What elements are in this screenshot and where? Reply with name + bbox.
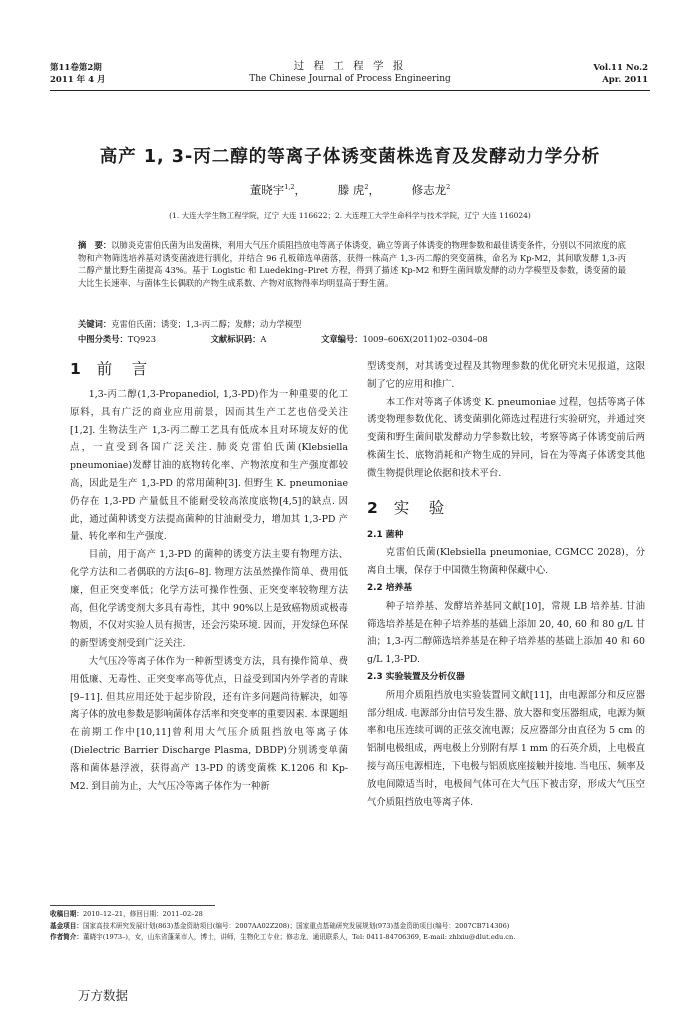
- journal-name-en: The Chinese Journal of Process Engineering: [249, 74, 451, 84]
- issue-month-en: Apr. 2011: [602, 75, 648, 85]
- header-divider: [50, 90, 650, 91]
- running-header-right: [593, 62, 648, 86]
- paragraph-continued: 型诱变剂，对其诱变过程及其物理参数的优化研究未见报道，这限制了它的应用和推广.: [367, 361, 645, 390]
- keywords-text: 克雷伯氏菌；诱变；1,3-丙二醇；发酵；动力学模型: [111, 319, 302, 329]
- author: 董晓宇$^{1,2}$，: [249, 183, 307, 197]
- paragraph: 大气压冷等离子体作为一种新型诱变方法，具有操作简单、费用低廉、无毒性、正突变率高等优点，日益受到国内外学者的青睐[9–11]. 但其应用还处于起步阶段，还有许多问题尚待解决，如等离子体的放电参数是影响菌体存活率和突变率的重要因素. 本课题组在前期工作中[10,11]曾利用大气压介质阻挡放电等离子体(Dielectric Barrier Discharge Plasma, DBDP)分别诱变单菌落和菌体悬浮液，获得高产 13-PD 的诱变菌株 K.1206 和 Kp-M2. 到目前为止，大气压冷等离子体作为一种新: [70, 655, 348, 792]
- volume-number-en: Vol.11 No.2: [593, 63, 648, 73]
- abstract-text: 以肺炎克雷伯氏菌为出发菌株，利用大气压介质阻挡放电等离子体诱变，确立等离子体诱变的物理参数和最佳诱变条件，分别以不同浓度的底物和产物筛选培养基对诱变菌液进行驯化，并结合 96 孔板筛选单菌落，获得一株高产 1,3-丙二醇的突变菌株，命名为 Kp-M2，其间歇发酵 1,3-丙二醇产量比野生菌提高 43%。基于 Logistic 和 Luedeking–Piret 方程，得到了描述 Kp-M2 和野生菌间歇发酵的动力学模型及参数，诱变菌的最大比生长速率、与菌体生长偶联的产物生成系数、产物对底物得率均明显高于野生菌。: [78, 240, 626, 288]
- footnotes: [50, 909, 660, 944]
- subsection-apparatus: 2.3 实验装置及分析仪器: [367, 671, 465, 682]
- paragraph: 本工作对等离子体诱变 K. pneumoniae 过程，包括等离子体诱变物理参数优化、诱变菌驯化筛选过程进行实验研究，并通过突变菌和野生菌间歇发酵动力学参数比较，考察等离子体诱变前后两株菌生长、底物消耗和产物生成的异同，旨在为等离子体诱变其他微生物提供理论依据和技术平台.: [367, 396, 645, 479]
- author: 修志龙$^2$: [411, 183, 451, 197]
- affiliations: (1. 大连大学生物工程学院，辽宁 大连 116622；2. 大连理工大学生命科学与技术学院，辽宁 大连 116024): [169, 211, 531, 220]
- classification-line: 中图分类号：TQ923 文献标识码：A 文章编号：1009–606X(2011)02–0304–08: [78, 334, 488, 344]
- watermark: 万方数据: [78, 988, 129, 1003]
- article-number: 1009–606X(2011)02–0304–08: [362, 334, 488, 344]
- footnote-funding: 基金项目：国家高技术研究发展计划(863)基金资助项目(编号：2007AA02Z208)；国家重点基础研究发展规划(973)基金资助项目(编号：2007CB714306): [50, 921, 510, 930]
- paragraph: 1,3-丙二醇(1,3-Propanediol, 1,3-PD)作为一种重要的化工原料，具有广泛的商业应用前景，因而其生产工艺也倍受关注[1,2]. 生物法生产 1,3-丙二醇工艺具有低成本且对环境友好的优点，一直受到各国广泛关注. 肺炎克雷伯氏菌(Klebsiella pneumoniae)发酵甘油的底物转化率、产物浓度和生产强度都较高，因此是生产 1,3-PD 的常用菌种[3]. 但野生 K. pneumoniae 仍存在 1,3-PD 产量低且不能耐受较高浓度底物[4,5]的缺点. 因此，通过菌种诱变方法提高菌种的甘油耐受力，增加其 1,3-PD 产量、转化率和生产强度.: [70, 389, 348, 543]
- section-heading-experiment: 2 实 验: [367, 498, 447, 517]
- subsection-medium: 2.2 培养基: [367, 582, 413, 593]
- author-list: [0, 182, 700, 198]
- issue-date: 2011 年 4 月: [50, 75, 106, 85]
- left-column: [70, 358, 348, 795]
- paragraph: 克雷伯氏菌(Klebsiella pneumoniae, CGMCC 2028)，分离自土壤，保存于中国微生物菌种保藏中心.: [367, 547, 645, 577]
- paragraph: 目前，用于高产 1,3-PD 的菌种的诱变方法主要有物理方法、化学方法和二者偶联的方法[6–8]. 物理方法虽然操作简单、费用低廉，但正突变率低；化学方法可操作性强、正突变率较物理方法高，但化学诱变剂大多具有毒性，其中 90%以上是致癌物质或极毒物质，不仅对实验人员有损害，还会污染环境. 因而，开发绿色环保的新型诱变剂受到广泛关注.: [70, 549, 348, 650]
- footnote-divider: [50, 905, 215, 906]
- paper-title: 高产 1, 3-丙二醇的等离子体诱变菌株选育及发酵动力学分析: [99, 147, 601, 167]
- clc-number: TQ923: [127, 334, 156, 344]
- author: 滕 虎$^2$，: [337, 183, 380, 197]
- footnote-author: 作者简介：董晓宇(1973–)，女，山东省蓬莱市人，博士，讲师，生物化工专业；修志龙，通讯联系人，Tel: 0411-84706369, E-mail: zhlxiu@dlut.edu.cn.: [50, 933, 516, 941]
- footnote-received: 收稿日期：2010–12–21，修回日期：2011–02–28: [50, 910, 203, 918]
- paragraph: 所用介质阻挡放电实验装置同文献[11]，由电源部分和反应器部分组成. 电源部分由信号发生器、放大器和变压器组成，电源为频率和电压连续可调的正弦交流电源；反应器部分由直径为 5 cm 的铝制电极组成，两电极上分别附有厚 1 mm 的石英介质，上电极直接与高压电源相连，下电极与铝质底座接触并接地. 当电压、频率及放电间隙适当时，电极间气体可在大气压下被击穿，形成大气压空气介质阻挡放电等离子体.: [367, 689, 645, 808]
- paragraph: 种子培养基、发酵培养基同文献[10]，常规 LB 培养基. 甘油筛选培养基是在种子培养基的基础上添加 20, 40, 60 和 80 g/L 甘油；1,3-丙二醇筛选培养基是在种子培养基的基础上添加 40 和 60 g/L 1,3-PD.: [367, 600, 645, 666]
- abstract: [78, 239, 626, 289]
- right-column: [367, 358, 645, 811]
- document-code: A: [260, 334, 267, 344]
- abstract-label: 摘 要：: [78, 240, 112, 250]
- keywords-label: 关键词：: [78, 319, 112, 329]
- section-heading-introduction: 1 前 言: [70, 360, 150, 378]
- volume-issue: 第11卷第2期: [50, 63, 102, 73]
- subsection-strain: 2.1 菌种: [367, 529, 404, 540]
- keywords: [78, 318, 626, 331]
- journal-name-cn: 过 程 工 程 学 报: [293, 60, 407, 72]
